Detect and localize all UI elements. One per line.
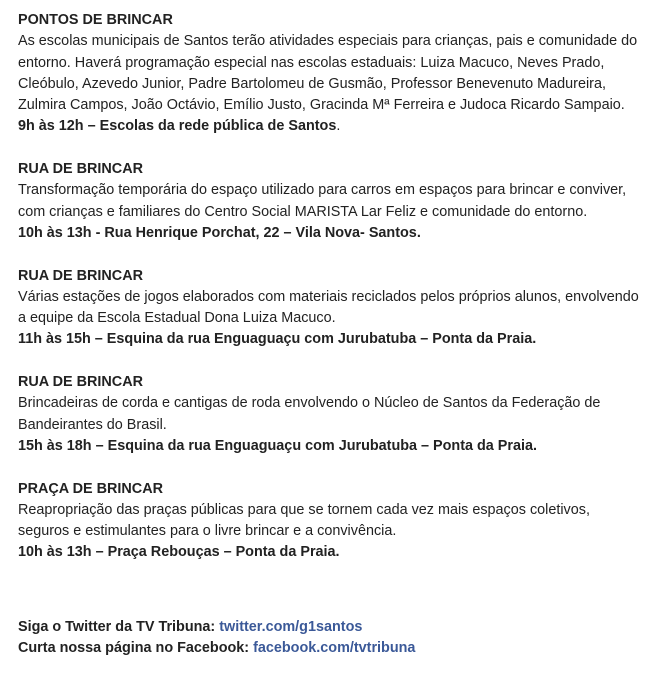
section-title: PONTOS DE BRINCAR [18,12,173,28]
section-title: RUA DE BRINCAR [18,374,143,391]
section-schedule: 9h às 12h – Escolas da rede pública de Santos [18,118,337,135]
section-schedule: 10h às 13h - Rua Henrique Porchat, 22 – Vila Nova- Santos. [18,224,421,241]
twitter-label: Siga o Twitter da TV Tribuna: [18,618,220,635]
social-footer [18,617,640,660]
section-rua-de-brincar-1 [18,159,640,244]
section-description: Várias estações de jogos elaborados com materiais reciclados pelos próprios alunos, envolvendo a equipe da Escola Estadual Dona Luiza Macuco. [18,288,639,327]
section-description: Brincadeiras de corda e cantigas de roda envolvendo o Núcleo de Santos da Federação de Bandeirantes do Brasil. [18,395,601,433]
section-rua-de-brincar-2 [18,266,640,351]
section-schedule: 15h às 18h – Esquina da rua Enguaguaçu com Jurubatuba – Ponta da Praia. [18,437,538,454]
section-schedule: 10h às 13h – Praça Rebouças – Ponta da Praia. [18,544,340,561]
facebook-label: Curta nossa página no Facebook: [18,640,254,657]
section-praca-de-brincar [18,479,640,564]
section-title: RUA DE BRINCAR [18,267,143,284]
schedule-suffix: . [336,118,341,135]
section-rua-de-brincar-3 [18,372,640,457]
section-description: Transformação temporária do espaço utilizado para carros em espaços para brincar e conviver, com crianças e familiares do Centro Social MARISTA Lar Feliz e comunidade do entorno. [18,182,627,220]
facebook-link[interactable]: facebook.com/tvtribuna [253,640,416,657]
section-schedule: 11h às 15h – Esquina da rua Enguaguaçu com Jurubatuba – Ponta da Praia. [18,331,537,348]
section-title: RUA DE BRINCAR [18,161,143,178]
section-description: Reapropriação das praças públicas para que se tornem cada vez mais espaços coletivos, seguros e estimulantes para o livre brincar e a convivência. [18,501,590,540]
twitter-line [18,617,640,638]
twitter-link[interactable]: twitter.com/g1santos [219,618,363,635]
section-title: PRAÇA DE BRINCAR [18,480,163,497]
section-pontos-de-brincar [18,10,640,138]
section-schedule-line [18,116,640,137]
facebook-line [18,638,640,659]
section-description: As escolas municipais de Santos terão atividades especiais para crianças, pais e comunidade do entorno. Haverá programação especial nas escolas estaduais: Luiza Macuco, Neves Prado, Cleóbulo, Azevedo Junior, Padre Bartolomeu de Gusmão, Professor Benevenuto Madureira, Zulmira Campos, João Octávio, Emílio Justo, Gracinda Mª Ferreira e Judoca Ricardo Sampaio. [18,33,638,114]
